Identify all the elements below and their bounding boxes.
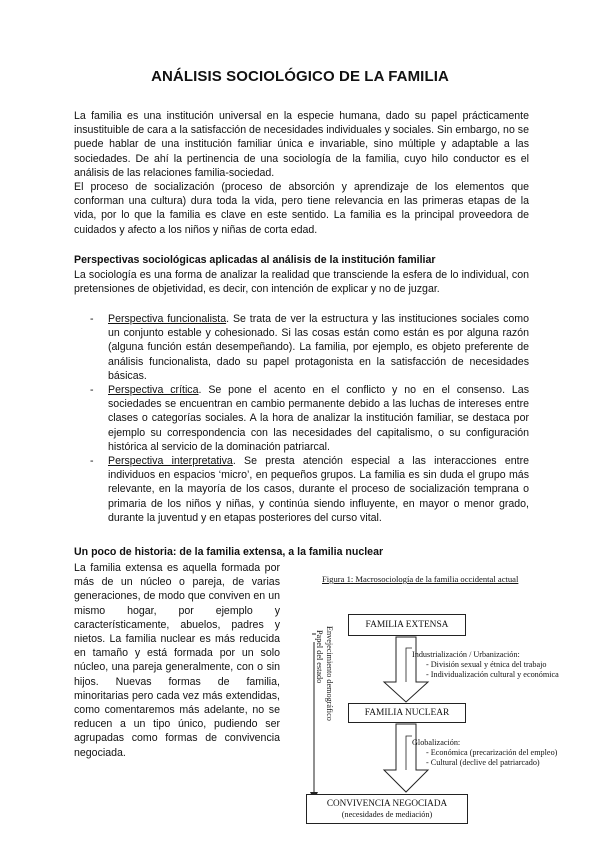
bullet-text: . Se presta atención especial a las interacciones entre individuos en espacios ‘micro’, en pequeños grupos. La familia es sin duda el grupo más relevante, en la mayoría de los casos, durante el proceso de socialización temprana o primaria de los niños y niñas, y continúa siendo influyente, en mayor o menor grado, durante la juventud y en etapas posteriores del curso vital.	[108, 455, 529, 524]
intro-paragraph-1: La familia es una institución universal en la especie humana, dado su papel prácticamente insustituible de cara a la satisfacción de necesidades individuales y sociales. Sin embargo, no se puede hablar de una institución familiar única e invariable, sino múltiple y adaptable a las sociedades. De ahí la pertinencia de una sociología de la familia, cuyo hilo conductor es el análisis de las relaciones familia-sociedad.	[74, 110, 529, 179]
bullet-text: . Se trata de ver la estructura y las instituciones sociales como un conjunto estable y cohesionado. Si las cosas están como están es por alguna razón (alguna función están desempeñando). La familia, por ejemplo, es objeto preferente de análisis funcionalista, dado su papel protagonista en la satisfacción de necesidades básicas.	[108, 313, 530, 382]
label-industrializacion: Industrialización / Urbanización:	[412, 650, 520, 659]
box-convivencia-subtitle: (necesidades de mediación)	[341, 810, 433, 819]
list-item	[90, 454, 529, 525]
figure-macrosociology	[300, 570, 590, 848]
bullet-text: . Se pone el acento en el conflicto y no en el consenso. Las sociedades se encuentran en cambio permanente debido a las luchas de intereses entre clases o categorías sociales. A la hora de analizar la institución familiar, se destaca por ejemplo su correspondencia con las necesidades del capitalismo, o su configuración histórica al servicio de la dominación patriarcal.	[108, 384, 529, 453]
perspectives-list	[90, 312, 529, 525]
bullet-dash: -	[90, 455, 94, 468]
industrializacion-item: - División sexual y étnica del trabajo	[426, 660, 547, 669]
section-heading-perspectives: Perspectivas sociológicas aplicadas al análisis de la institución familiar	[74, 254, 436, 266]
side-label-envejecimiento: Envejecimiento demográfico	[325, 626, 334, 721]
bullet-term: Perspectiva interpretativa	[108, 455, 233, 468]
globalizacion-item: - Económica (precarización del empleo)	[426, 748, 558, 757]
side-label-estado: Papel del estado	[315, 630, 324, 684]
industrializacion-item: - Individualización cultural y económica	[426, 670, 559, 679]
bullet-dash: -	[90, 313, 94, 325]
sociology-paragraph: La sociología es una forma de analizar la realidad que transciende la esfera de lo individual, con pretensiones de objetividad, es decir, con intención de explicar y no de juzgar.	[74, 269, 529, 296]
page-title: ANÁLISIS SOCIOLÓGICO DE LA FAMILIA	[151, 68, 449, 85]
box-familia-nuclear: FAMILIA NUCLEAR	[348, 703, 466, 723]
figure-caption: Figura 1: Macrosociología de la familia occidental actual	[322, 574, 519, 584]
globalizacion-item: - Cultural (declive del patriarcado)	[426, 758, 540, 767]
intro-paragraph-2: El proceso de socialización (proceso de absorción y aprendizaje de los elementos que conforman una cultura) dura toda la vida, pero tiene relevancia en las primeras etapas de la vida, por lo que la familia es clave en este sentido. La familia es la principal proveedora de cuidados y afecto a los niños y niñas de corta edad.	[74, 181, 529, 236]
section-heading-history: Un poco de historia: de la familia extensa, a la familia nuclear	[74, 546, 384, 558]
box-convivencia-negociada	[306, 794, 468, 824]
box-convivencia-title: CONVIVENCIA NEGOCIADA	[326, 798, 448, 808]
label-globalizacion: Globalización:	[412, 738, 461, 747]
list-item	[90, 383, 529, 454]
bullet-term: Perspectiva crítica	[108, 384, 199, 397]
history-paragraph: La familia extensa es aquella formada por más de un núcleo o pareja, de varias generaciones, de modo que conviven en un mismo hogar, por ejemplo y característicamente, abuelos, padres y nietos. La familia nuclear es más reducida en tamaño y está formada por un solo núcleo, una pareja generalmente, con o sin hijos. Nuevas formas de familia, minoritarias pero cada vez más extendidas, como comentaremos más adelante, no se reducen a un tipo único, pudiendo ser agrupadas como formas de convivencia negociada.	[74, 562, 280, 759]
list-item	[90, 312, 529, 383]
box-familia-extensa: FAMILIA EXTENSA	[348, 614, 466, 636]
bullet-term: Perspectiva funcionalista	[108, 313, 227, 325]
bullet-dash: -	[90, 384, 94, 397]
